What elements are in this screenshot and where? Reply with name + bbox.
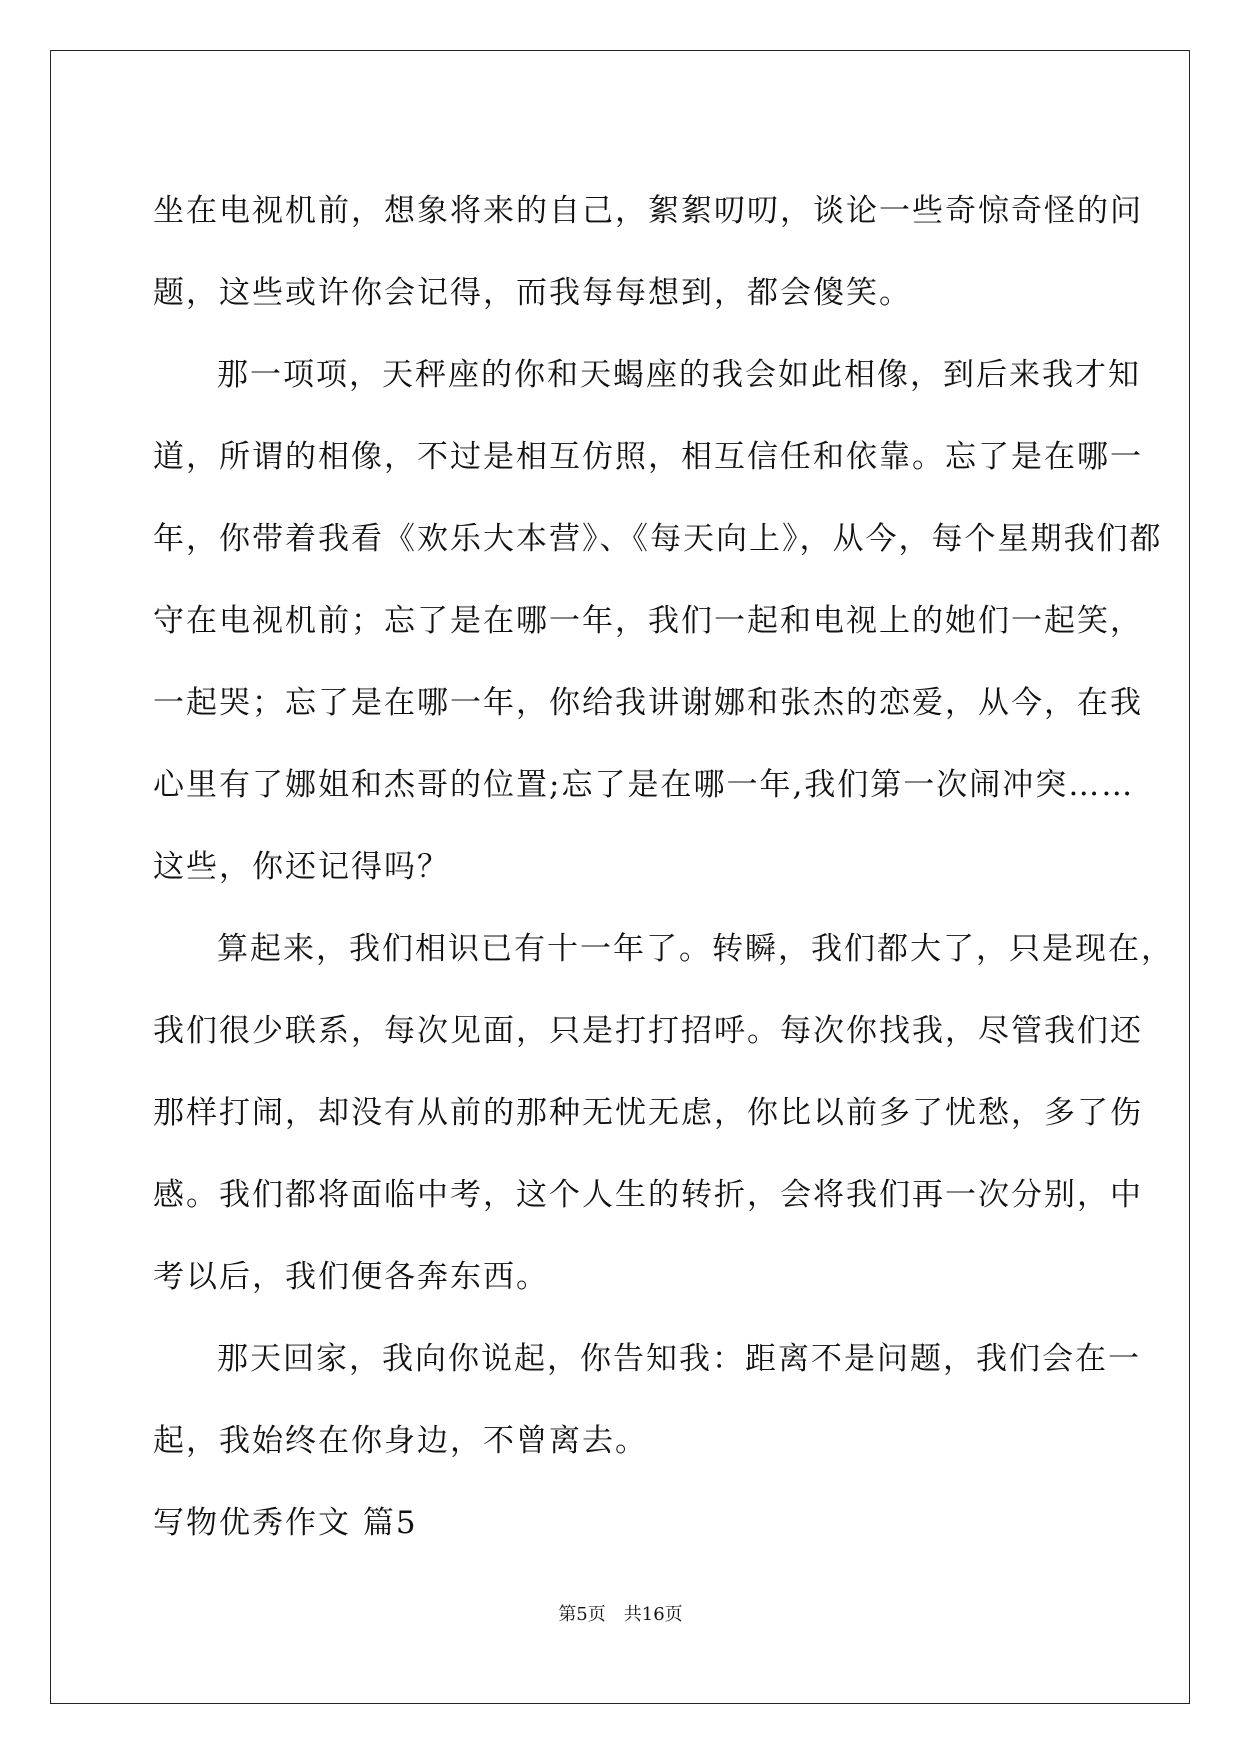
section-heading: 写物优秀作文 篇5 — [153, 1505, 418, 1541]
page-number-footer: 第5页 共16页 — [558, 1604, 683, 1625]
text-line: 感。我们都将面临中考，这个人生的转折，会将我们再一次分别，中 — [153, 1177, 1143, 1213]
text-line: 心里有了娜姐和杰哥的位置;忘了是在哪一年,我们第一次闹冲突…… — [153, 767, 1135, 803]
paragraph-start-line: 那天回家，我向你说起，你告知我：距离不是问题，我们会在一 — [217, 1341, 1141, 1377]
text-line: 考以后，我们便各奔东西。 — [153, 1259, 549, 1295]
text-line: 题，这些或许你会记得，而我每每想到，都会傻笑。 — [153, 275, 912, 311]
text-line: 我们很少联系，每次见面，只是打打招呼。每次你找我，尽管我们还 — [153, 1013, 1143, 1049]
text-line: 这些，你还记得吗？ — [153, 849, 450, 885]
text-line: 年，你带着我看《欢乐大本营》、《每天向上》，从今，每个星期我们都 — [153, 521, 1163, 557]
text-line: 道，所谓的相像，不过是相互仿照，相互信任和依靠。忘了是在哪一 — [153, 439, 1143, 475]
text-line: 守在电视机前；忘了是在哪一年，我们一起和电视上的她们一起笑， — [153, 603, 1143, 639]
paragraph-start-line: 算起来，我们相识已有十一年了。转瞬，我们都大了，只是现在， — [217, 931, 1174, 967]
document-body — [153, 170, 1174, 1564]
paragraph-start-line: 那一项项，天秤座的你和天蝎座的我会如此相像，到后来我才知 — [217, 357, 1141, 393]
text-line: 一起哭；忘了是在哪一年，你给我讲谢娜和张杰的恋爱，从今，在我 — [153, 685, 1143, 721]
text-line: 起，我始终在你身边，不曾离去。 — [153, 1423, 648, 1459]
text-line: 那样打闹，却没有从前的那种无忧无虑，你比以前多了忧愁，多了伤 — [153, 1095, 1143, 1131]
text-line: 坐在电视机前，想象将来的自己，絮絮叨叨，谈论一些奇惊奇怪的问 — [153, 193, 1143, 229]
